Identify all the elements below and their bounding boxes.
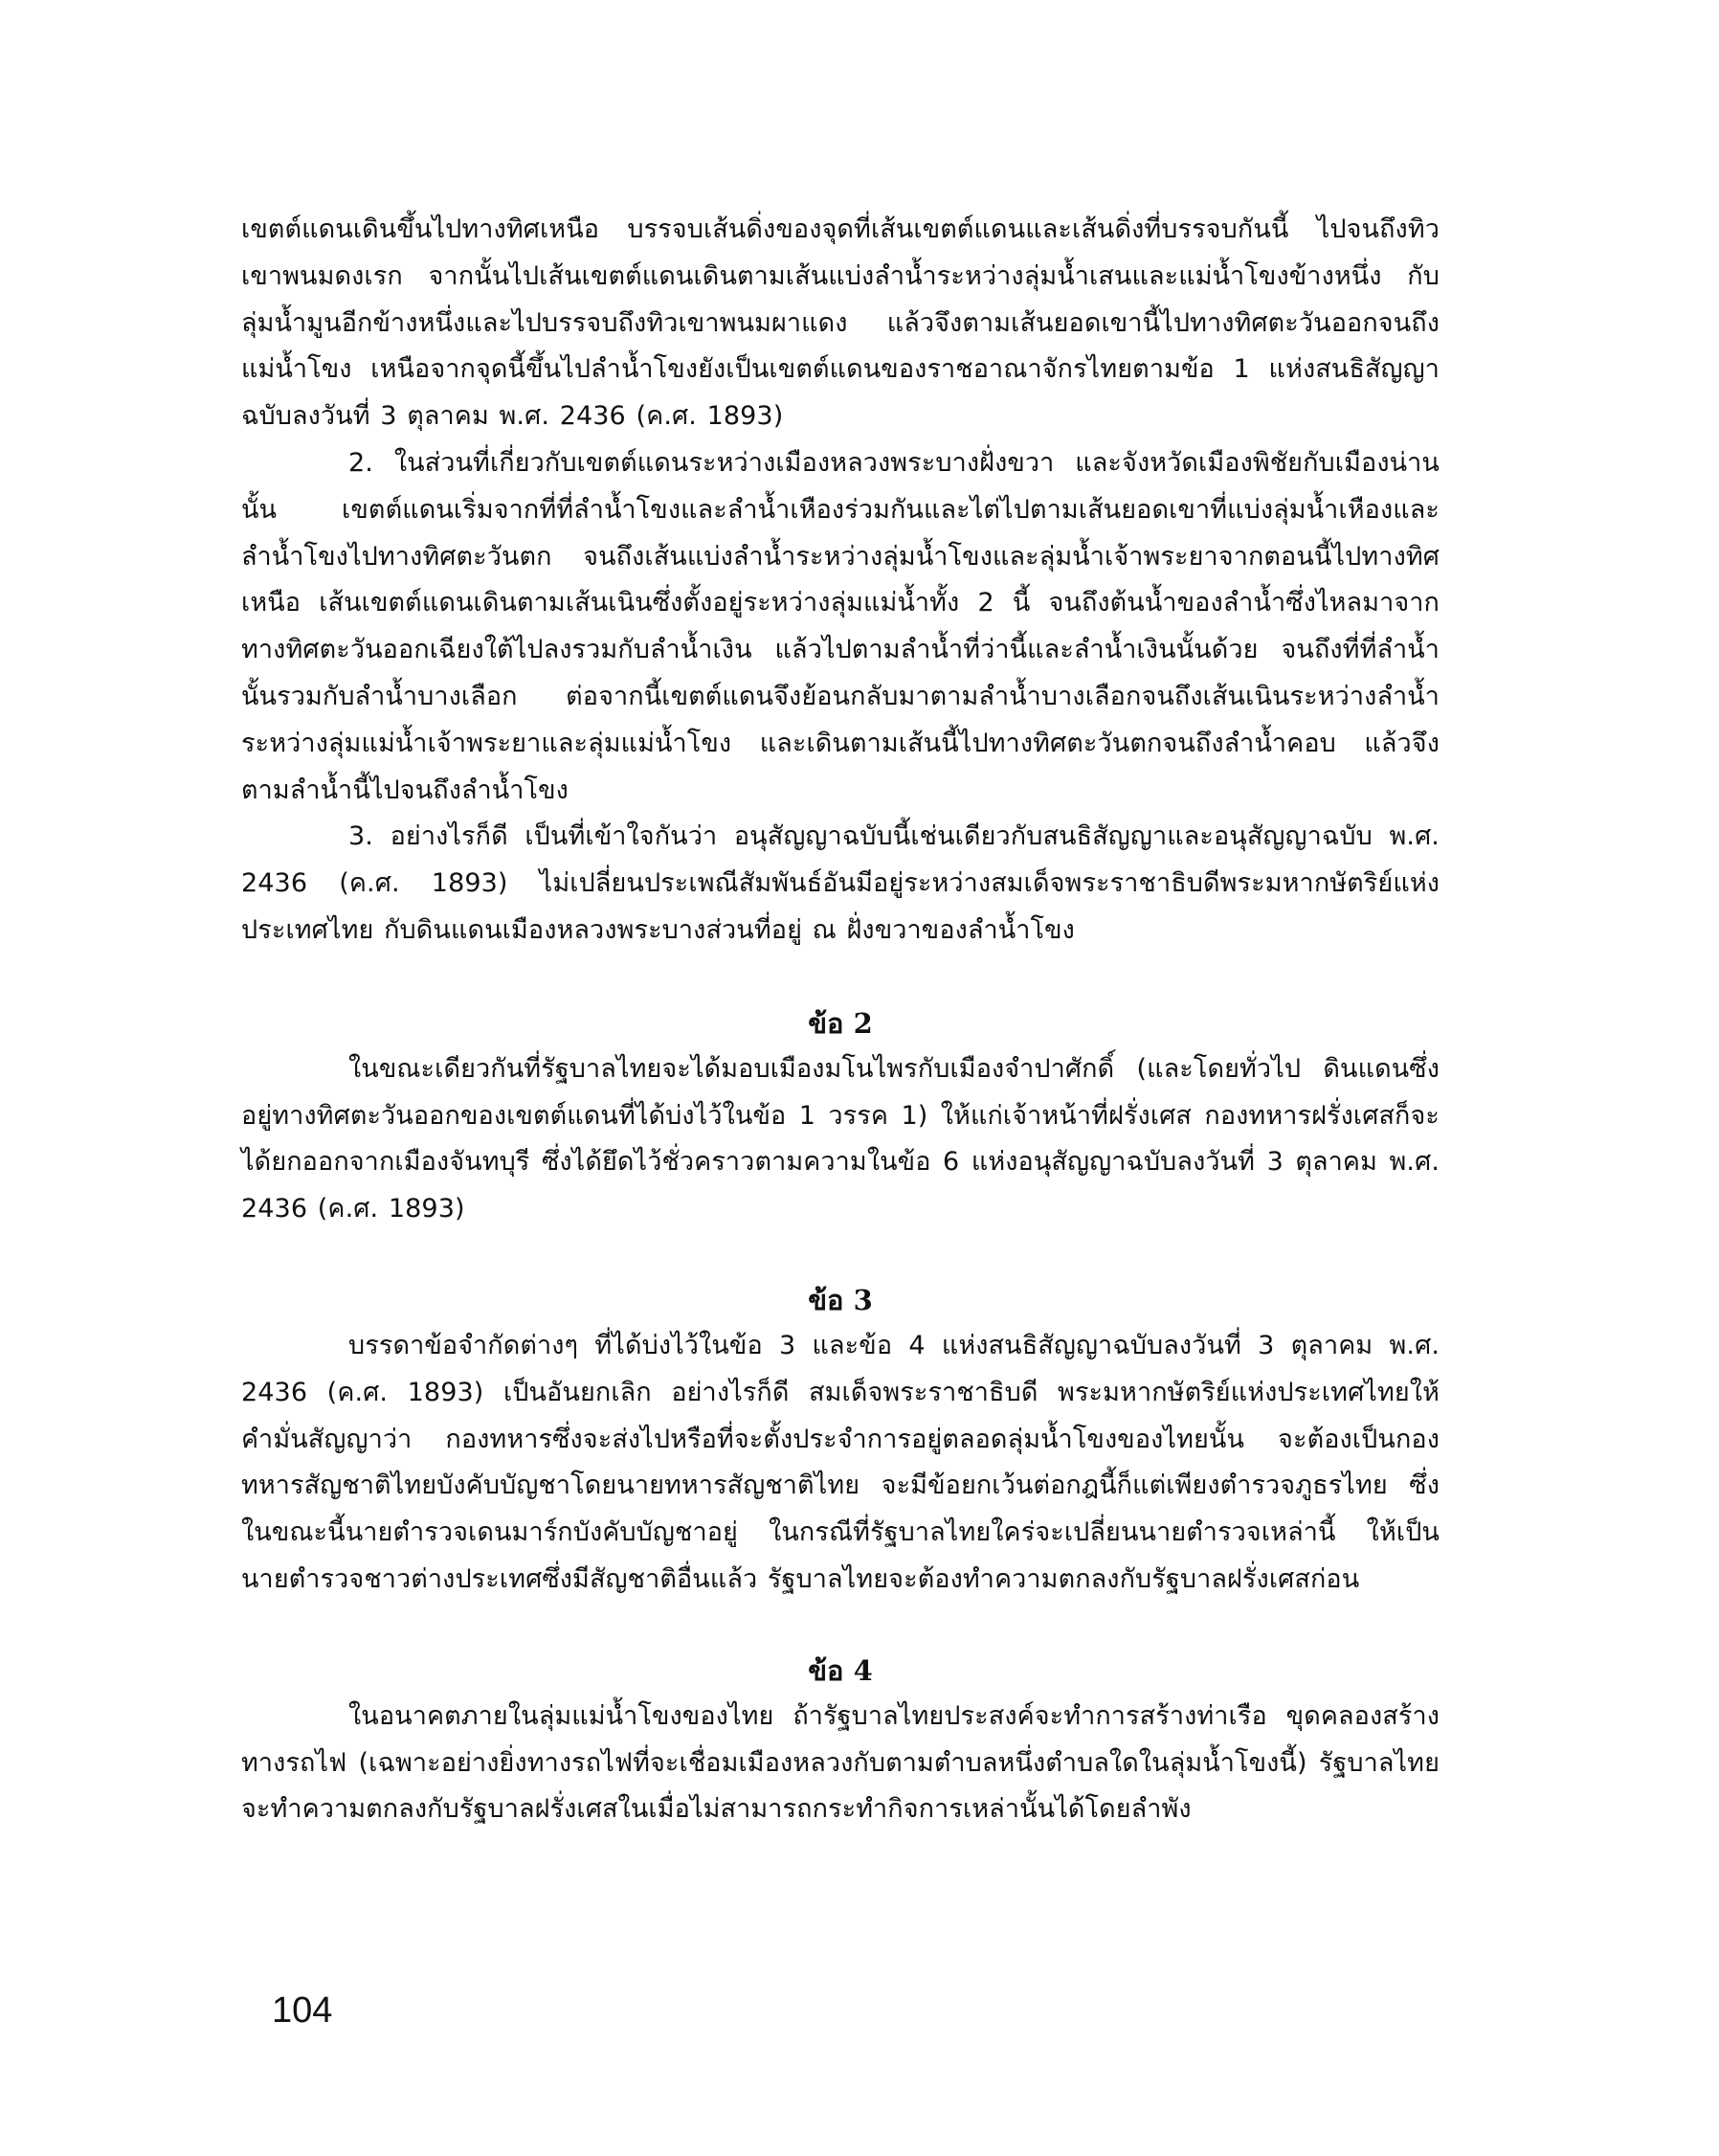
article2-heading: ข้อ 2 — [808, 1006, 873, 1040]
article3-heading: ข้อ 3 — [808, 1283, 873, 1316]
section-spacer — [241, 954, 1440, 1000]
page-number: 104 — [272, 1990, 333, 2031]
article3-paragraph: บรรดาข้อจำกัดต่างๆ ที่ได้บ่งไว้ในข้อ 3 และข้อ 4 แห่งสนธิสัญญาฉบับลงวันที่ 3 ตุลาคม พ.ศ. 2436 (ค.ศ. 1893) เป็นอันยกเลิก อย่างไรก็ดี สมเด็จพระราชาธิบดี พระมหากษัตริย์แห่งประเทศไทยให้คำมั่นสัญญาว่า กองทหารซึ่งจะส่งไปหรือที่จะตั้งประจำการอยู่ตลอดลุ่มน้ำโขงของไทยนั้น จะต้องเป็นกองทหารสัญชาติไทยบังคับบัญชาโดยนายทหารสัญชาติไทย จะมีข้อยกเว้นต่อกฎนี้ก็แต่เพียงตำรวจภูธรไทย ซึ่งในขณะนี้นายตำรวจเดนมาร์กบังคับบัญชาอยู่ ในกรณีที่รัฐบาลไทยใคร่จะเปลี่ยนนายตำรวจเหล่านี้ ให้เป็นนายตำรวจชาวต่างประเทศซึ่งมีสัญชาติอื่นแล้ว รัฐบาลไทยจะต้องทำความตกลงกับรัฐบาลฝรั่งเศสก่อน — [241, 1330, 1440, 1594]
article4-paragraph: ในอนาคตภายในลุ่มแม่น้ำโขงของไทย ถ้ารัฐบาลไทยประสงค์จะทำการสร้างท่าเรือ ขุดคลองสร้างทางรถไฟ (เฉพาะอย่างยิ่งทางรถไฟที่จะเชื่อมเมืองหลวงกับตามตำบลหนึ่งตำบลใดในลุ่มน้ำโขงนี้) รัฐบาลไทยจะทำความตกลงกับรัฐบาลฝรั่งเศสในเมื่อไม่สามารถกระทำกิจการเหล่านั้นได้โดยลำพัง — [241, 1700, 1440, 1825]
section-spacer — [241, 1604, 1440, 1648]
article1-continuation-paragraph: เขตต์แดนเดินขึ้นไปทางทิศเหนือ บรรจบเส้นดิ่งของจุดที่เส้นเขตต์แดนและเส้นดิ่งที่บรรจบกันนี้ ไปจนถึงทิวเขาพนมดงเรก จากนั้นไปเส้นเขตต์แดนเดินตามเส้นแบ่งลำน้ำระหว่างลุ่มน้ำเสนและแม่น้ำโขงข้างหนึ่ง กับลุ่มน้ำมูนอีกข้างหนึ่งและไปบรรจบถึงทิวเขาพนมผาแดง แล้วจึงตามเส้นยอดเขานี้ไปทางทิศตะวันออกจนถึงแม่น้ำโขง เหนือจากจุดนี้ขึ้นไปลำน้ำโขงยังเป็นเขตต์แดนของราชอาณาจักรไทยตามข้อ 1 แห่งสนธิสัญญาฉบับลงวันที่ 3 ตุลาคม พ.ศ. 2436 (ค.ศ. 1893) — [241, 214, 1440, 432]
article1-item3-paragraph: 3. อย่างไรก็ดี เป็นที่เข้าใจกันว่า อนุสัญญาฉบับนี้เช่นเดียวกับสนธิสัญญาและอนุสัญญาฉบับ พ.ศ. 2436 (ค.ศ. 1893) ไม่เปลี่ยนประเพณีสัมพันธ์อันมีอยู่ระหว่างสมเด็จพระราชาธิบดีพระมหากษัตริย์แห่งประเทศไทย กับดินแดนเมืองหลวงพระบางส่วนที่อยู่ ณ ฝั่งขวาของลำน้ำโขง — [241, 821, 1440, 945]
article4-heading: ข้อ 4 — [808, 1653, 873, 1687]
document-page — [241, 207, 1440, 1833]
article1-item2-paragraph: 2. ในส่วนที่เกี่ยวกับเขตต์แดนระหว่างเมืองหลวงพระบางฝั่งขวา และจังหวัดเมืองพิชัยกับเมืองน่านนั้น เขตต์แดนเริ่มจากที่ที่ลำน้ำโขงและลำน้ำเหืองร่วมกันและไต่ไปตามเส้นยอดเขาที่แบ่งลุ่มน้ำเหืองและลำน้ำโขงไปทางทิศตะวันตก จนถึงเส้นแบ่งลำน้ำระหว่างลุ่มน้ำโขงและลุ่มน้ำเจ้าพระยาจากตอนนี้ไปทางทิศเหนือ เส้นเขตต์แดนเดินตามเส้นเนินซึ่งตั้งอยู่ระหว่างลุ่มแม่น้ำทั้ง 2 นี้ จนถึงต้นน้ำของลำน้ำซึ่งไหลมาจากทางทิศตะวันออกเฉียงใต้ไปลงรวมกับลำน้ำเงิน แล้วไปตามลำน้ำที่ว่านี้และลำน้ำเงินนั้นด้วย จนถึงที่ที่ลำน้ำนั้นรวมกับลำน้ำบางเลือก ต่อจากนี้เขตต์แดนจึงย้อนกลับมาตามลำน้ำบางเลือกจนถึงเส้นเนินระหว่างลำน้ำระหว่างลุ่มแม่น้ำเจ้าพระยาและลุ่มแม่น้ำโขง และเดินตามเส้นนี้ไปทางทิศตะวันตกจนถึงลำน้ำคอบ แล้วจึงตามลำน้ำนี้ไปจนถึงลำน้ำโขง — [241, 447, 1440, 805]
article2-paragraph: ในขณะเดียวกันที่รัฐบาลไทยจะได้มอบเมืองมโนไพรกับเมืองจำปาศักดิ์ (และโดยทั่วไป ดินแดนซึ่งอยู่ทางทิศตะวันออกของเขตต์แดนที่ได้บ่งไว้ในข้อ 1 วรรค 1) ให้แก่เจ้าหน้าที่ฝรั่งเศส กองทหารฝรั่งเศสก็จะได้ยกออกจากเมืองจันทบุรี ซึ่งได้ยึดไว้ชั่วคราวตามความในข้อ 6 แห่งอนุสัญญาฉบับลงวันที่ 3 ตุลาคม พ.ศ. 2436 (ค.ศ. 1893) — [241, 1053, 1440, 1224]
section-spacer — [241, 1233, 1440, 1277]
